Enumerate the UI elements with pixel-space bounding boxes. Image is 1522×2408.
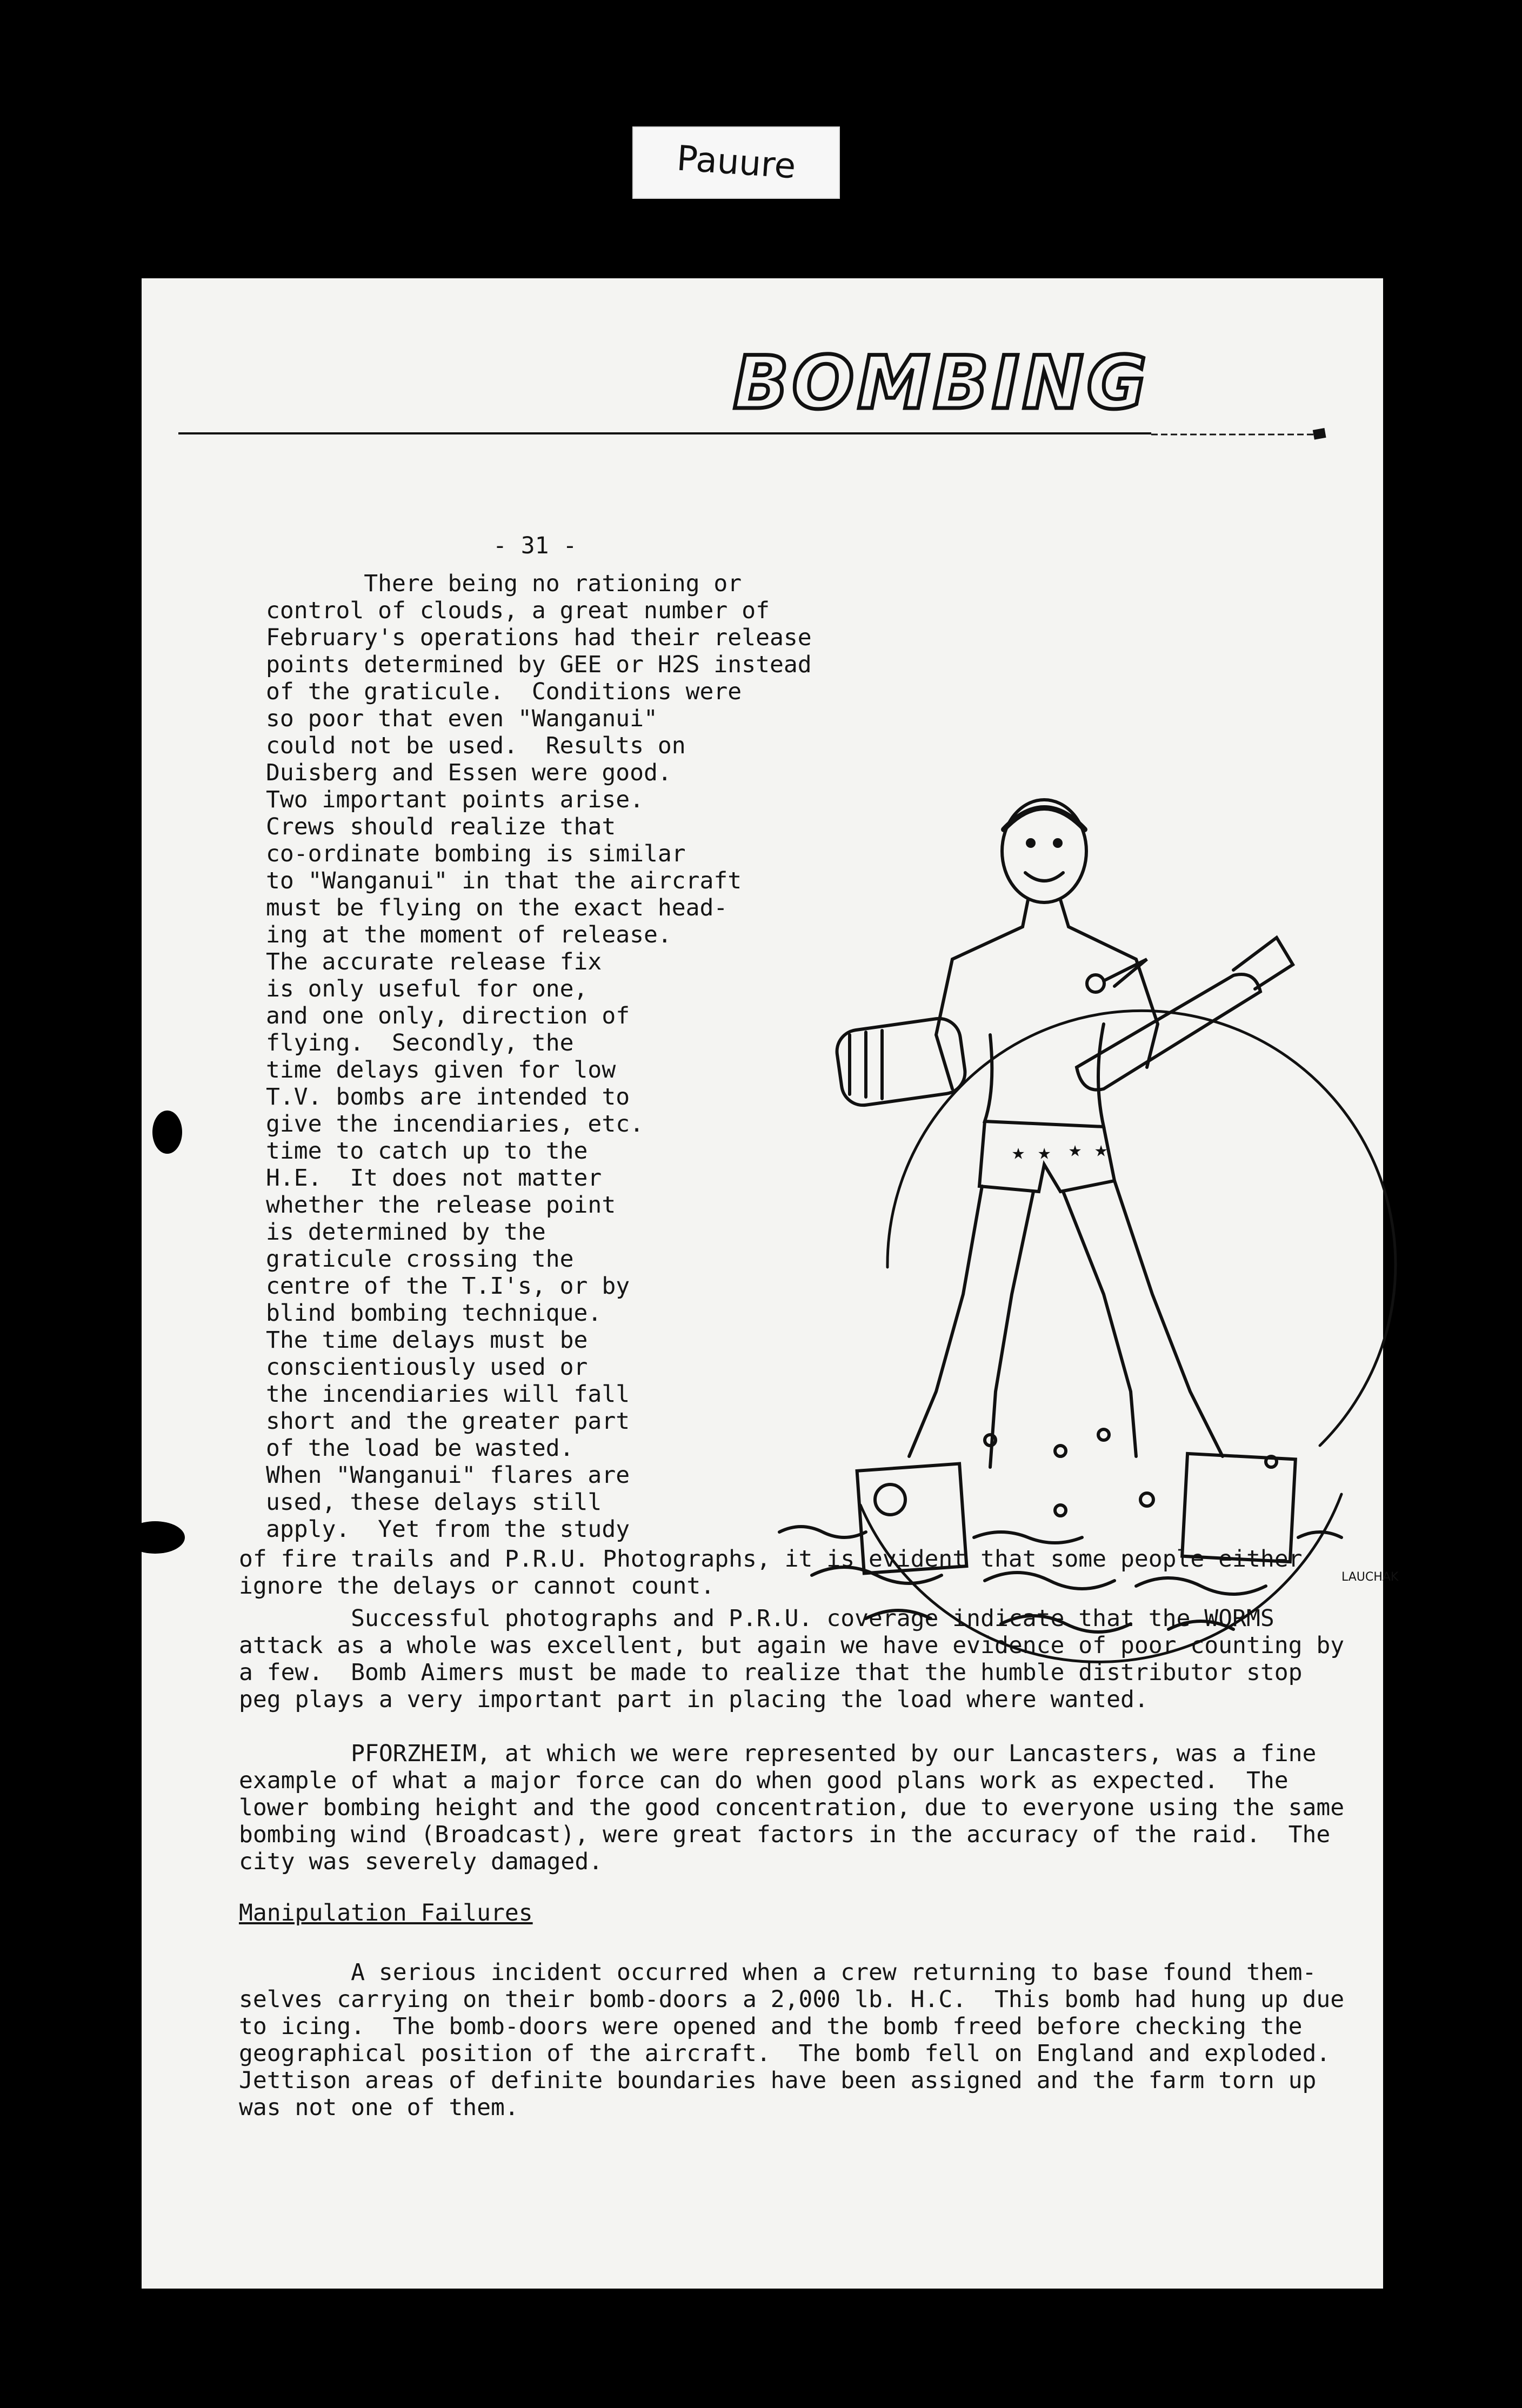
text-line: a few. Bomb Aimers must be made to realize that the humble distributor stop: [239, 1659, 1303, 1686]
document-page: [142, 278, 1399, 2289]
text-line: apply. Yet from the study: [266, 1516, 630, 1543]
text-line: points determined by GEE or H2S instead: [266, 651, 812, 678]
text-line: flying. Secondly, the: [266, 1029, 574, 1056]
text-line: is determined by the: [266, 1219, 546, 1246]
text-line: the incendiaries will fall: [266, 1381, 630, 1408]
paragraph-3: [239, 1740, 1374, 1875]
text-line: geographical position of the aircraft. The bomb fell on England and exploded.: [239, 2040, 1331, 2067]
text-line: blind bombing technique.: [266, 1300, 602, 1327]
text-line: Successful photographs and P.R.U. coverage indicate that the WORMS: [239, 1605, 1274, 1632]
text-line: give the incendiaries, etc.: [266, 1111, 644, 1138]
text-line: A serious incident occurred when a crew returning to base found them-: [239, 1959, 1317, 1986]
text-line: selves carrying on their bomb-doors a 2,000 lb. H.C. This bomb had hung up due: [239, 1986, 1345, 2013]
text-line: is only useful for one,: [266, 975, 588, 1002]
svg-text:★ ★: ★ ★: [1012, 1140, 1051, 1165]
text-line: Two important points arise.: [266, 786, 644, 813]
text-line: February's operations had their release: [266, 624, 812, 651]
text-line: city was severely damaged.: [239, 1848, 603, 1875]
text-line: T.V. bombs are intended to: [266, 1083, 630, 1111]
text-line: co-ordinate bombing is similar: [266, 840, 686, 867]
text-line: bombing wind (Broadcast), were great factors in the accuracy of the raid. The: [239, 1821, 1331, 1848]
text-line: to "Wanganui" in that the aircraft: [266, 867, 742, 894]
text-line: time to catch up to the: [266, 1138, 588, 1165]
header-rule: [178, 427, 1340, 443]
text-line: example of what a major force can do when good plans work as expected. The: [239, 1767, 1289, 1794]
text-line: PFORZHEIM, at which we were represented by our Lancasters, was a fine: [239, 1740, 1317, 1767]
text-line: time delays given for low: [266, 1056, 616, 1083]
text-line: short and the greater part: [266, 1408, 630, 1435]
text-line: of the load be wasted.: [266, 1435, 574, 1462]
text-line: attack as a whole was excellent, but again we have evidence of poor counting by: [239, 1632, 1345, 1659]
text-line: When "Wanganui" flares are: [266, 1462, 630, 1489]
text-line: Duisberg and Essen were good.: [266, 759, 672, 786]
illustration-signature: LAUCHAK: [1341, 1570, 1399, 1584]
title-text: BOMBING: [733, 340, 1150, 425]
text-line: whether the release point: [266, 1192, 616, 1219]
title-lettering: [650, 335, 1233, 432]
text-line: could not be used. Results on: [266, 732, 686, 759]
text-line: was not one of them.: [239, 2094, 519, 2121]
text-line: centre of the T.I's, or by: [266, 1273, 630, 1300]
text-line: lower bombing height and the good concentration, due to everyone using the same: [239, 1794, 1345, 1821]
text-line: There being no rationing or: [266, 570, 742, 597]
strongman-illustration: [758, 549, 1406, 1683]
text-line: must be flying on the exact head-: [266, 894, 728, 921]
text-line: Jettison areas of definite boundaries have been assigned and the farm torn up: [239, 2067, 1317, 2094]
paragraph-4: [239, 1959, 1374, 2121]
text-line: used, these delays still: [266, 1489, 602, 1516]
text-line: of fire trails and P.R.U. Photographs, it is evident that some people either: [239, 1546, 1303, 1573]
text-line: so poor that even "Wanganui": [266, 705, 658, 732]
text-line: and one only, direction of: [266, 1002, 630, 1029]
section-heading: Manipulation Failures: [239, 1899, 533, 1927]
tag-label: Pauure: [675, 138, 797, 187]
punch-hole: [125, 1521, 185, 1554]
text-line: peg plays a very important part in placing the load where wanted.: [239, 1686, 1149, 1713]
handwritten-tag: [632, 126, 840, 199]
text-line: H.E. It does not matter: [266, 1165, 602, 1192]
text-line: The time delays must be: [266, 1327, 588, 1354]
text-line: conscientiously used or: [266, 1354, 588, 1381]
text-line: The accurate release fix: [266, 948, 602, 975]
text-line: ing at the moment of release.: [266, 921, 672, 948]
section-heading-block: [239, 1899, 1374, 1927]
text-line: graticule crossing the: [266, 1246, 574, 1273]
text-line: Crews should realize that: [266, 813, 616, 840]
text-line: ignore the delays or cannot count.: [239, 1573, 715, 1600]
text-line: to icing. The bomb-doors were opened and the bomb freed before checking the: [239, 2013, 1303, 2040]
text-line: control of clouds, a great number of: [266, 597, 770, 624]
page-number: - 31 -: [493, 532, 577, 559]
punch-hole: [152, 1111, 182, 1154]
page-title: [650, 335, 1233, 432]
text-line: of the graticule. Conditions were: [266, 678, 742, 705]
svg-text:★ ★: ★ ★: [1069, 1137, 1108, 1162]
